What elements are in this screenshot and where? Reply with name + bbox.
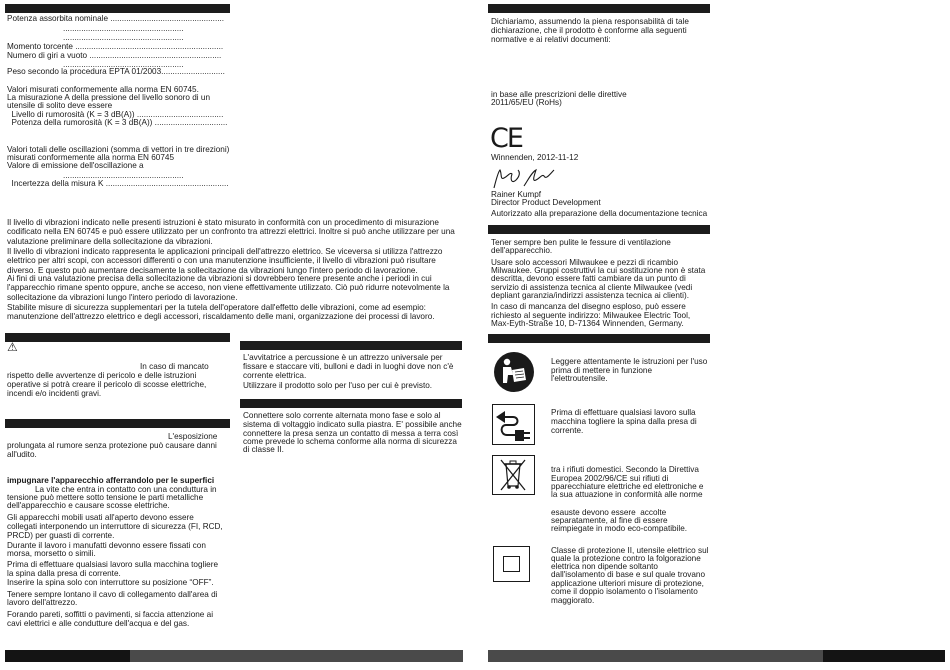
vibration-line: misurati conformemente alla norma EN 60745 <box>7 153 175 162</box>
vibration-paragraph-3: Ai fini di una valutazione precisa della sollecitazione da vibrazioni si dovrebbero tenere presente anche i periodi in cui l'apparecchio rimane spento oppure, anche se acceso, non viene effettivamente utilizzato. Ciò può ridurre notevolmente la sollecitazione da vibrazioni lungo l'intero periodo di lavorazione. <box>7 274 450 302</box>
maintenance-line: Max-Eyth-Straße 10, D-71364 Winnenden, Germany. <box>491 319 684 328</box>
footer-bar-right <box>823 650 945 662</box>
footer-bar-right-gray <box>488 650 823 662</box>
maintenance-line: servizio di assistenza tecnica al cliente Milwaukee (vedi <box>491 283 693 292</box>
symbol-class2-line: applicazione ulteriori misure di protezione, <box>551 579 704 588</box>
class-ii-inner-square-icon <box>503 556 520 572</box>
connect-line: Connettere solo corrente alternata mono fase e solo al <box>243 411 441 420</box>
read-manual-icon <box>493 351 535 393</box>
grip-warning-bold: impugnare l'apparecchio afferrandolo per le superfici <box>7 476 215 485</box>
spec-line: Numero di giri a vuoto .......................................................... <box>7 51 222 60</box>
symbol-weee-line: la sua attuazione in conformità alle norme <box>551 490 703 499</box>
rule-line: Prima di effettuare qualsiasi lavoro sulla macchina togliere <box>7 560 219 569</box>
rule-line: Durante il lavoro i manufatti devonno essere fissati con <box>7 541 206 550</box>
symbol-class2-line: elettrica non dipende soltanto <box>551 562 658 571</box>
authorized-text: Autorizzato alla preparazione della documentazione tecnica <box>491 209 708 218</box>
symbol-weee-line: pparecchiature elettriche ed elettroniche e <box>551 482 704 491</box>
section-bar-safety <box>5 419 230 428</box>
grip-line: tensione può mettere sotto tensione le parti metalliche <box>7 493 204 502</box>
symbol-plug-line: macchina togliere la spina dalla presa di <box>551 417 697 426</box>
noise-line: Potenza della rumorosità (K = 3 dB(A)) ................................ <box>7 118 228 127</box>
use-line: L'avvitatrice a percussione è un attrezzo universale per <box>243 353 443 362</box>
section-bar-declaration <box>488 4 710 13</box>
symbol-class2-line: maggiorato. <box>551 596 595 605</box>
noise-line: La misurazione A della pressione del livello sonoro di un <box>7 93 210 102</box>
warning-line: rispetto delle avvertenze di pericolo e delle istruzioni <box>7 371 197 380</box>
footer-bar-left <box>5 650 130 662</box>
noise-line: Valori misurati conformemente alla norma EN 60745. <box>7 85 199 94</box>
maintenance-line: Tener sempre ben pulite le fessure di ventilazione <box>491 238 671 247</box>
rule-line: la spina dalla presa di corrente. <box>7 569 121 578</box>
maintenance-line: In caso di mancanza del disegno esploso, può essere <box>491 302 686 311</box>
spec-line: Momento torcente ................................................................. <box>7 42 224 51</box>
symbol-weee-line: Europea 2002/96/CE sui rifiuti di <box>551 474 669 483</box>
section-bar-use <box>240 341 462 350</box>
directive-line: 2011/65/EU (RoHs) <box>491 98 562 107</box>
weee-bin-icon <box>493 456 533 493</box>
vibration-paragraph-2: Il livello di vibrazioni indicato rappresenta le applicazioni principali dell'attrezzo elettrico. Se viceversa si utilizza l'attrezzo elettrico per altri scopi, con accessori differenti o con una manutenzione insufficiente, il livello di vibrazioni può risultare diverso. E questo può aumentare decisamente la sollecitazione da vibrazioni lungo l'intero periodo di lavorazione. <box>7 247 443 275</box>
maintenance-line: Usare solo accessori Milwaukee e pezzi di ricambio <box>491 258 679 267</box>
warning-line: In caso di mancato <box>140 362 209 371</box>
section-bar-warning <box>5 333 230 342</box>
footer-bar-left-gray <box>130 650 463 662</box>
declaration-date: Winnenden, 2012-11-12 <box>491 153 579 162</box>
section-bar-maintenance <box>488 225 710 234</box>
spec-line: Peso secondo la procedura EPTA 01/2003............................ <box>7 67 225 76</box>
use-line: corrente elettrica. <box>243 371 307 380</box>
section-bar-symbols <box>488 334 710 343</box>
rule-line: cavi elettrici e alle condutture dell'acqua e del gas. <box>7 619 190 628</box>
unplug-icon <box>493 405 533 443</box>
declaration-line: dichiarazione, che il prodotto è conforme alla seguenti <box>491 26 687 35</box>
rule-line: lavoro dell'attrezzo. <box>7 598 78 607</box>
vibration-line: Valore di emissione dell'oscillazione a <box>7 161 144 170</box>
rule-line: Gli apparecchi mobili usati all'aperto devono essere <box>7 513 194 522</box>
maintenance-line: Milwaukee. Gruppi costruttivi la cui sostituzione non è stata <box>491 266 706 275</box>
signer-name: Rainer Kumpf <box>491 190 542 199</box>
symbol-plug-line: corrente. <box>551 426 584 435</box>
section-bar-connection <box>240 399 462 408</box>
connect-line: come prevede lo schema conforme alla norma di sicurezza <box>243 437 457 446</box>
rule-line: Forando pareti, soffitti o pavimenti, si faccia attenzione ai <box>7 610 214 619</box>
connect-line: connettere la presa senza un contatto di messa a terra così <box>243 429 459 438</box>
noise-line: utensile di solito deve essere <box>7 101 113 110</box>
safety-line: all'udito. <box>7 450 37 459</box>
symbol-read-line: l'elettroutensile. <box>551 374 608 383</box>
declaration-line: normative e ai relativi documenti: <box>491 35 611 44</box>
symbol-read-line: prima di mettere in funzione <box>551 366 653 375</box>
maintenance-line: depliant garanzia/indirizzi assistenza tecnica ai clienti). <box>491 291 689 300</box>
vibration-line: Incertezza della misura K ...................................................... <box>7 179 229 188</box>
maintenance-line: richiesto al seguente indirizzo: Milwaukee Electric Tool, <box>491 311 691 320</box>
signature-icon <box>490 166 562 192</box>
use-line: Utilizzare il prodotto solo per l'uso per cui è previsto. <box>243 381 433 390</box>
warning-line: operative si potrà creare il pericolo di scosse elettriche, <box>7 380 207 389</box>
rule-line: Inserire la spina solo con interruttore su posizione “OFF”. <box>7 578 214 587</box>
symbol-plug-line: Prima di effettuare qualsiasi lavoro sulla <box>551 408 696 417</box>
vibration-paragraph-1: Il livello di vibrazioni indicato nelle presenti istruzioni è stato misurato in conformità con un procedimento di misurazione codificato nella EN 60745 e può essere utilizzato per un confronto tra attrezzi elettrici. Inoltre si può anche utilizzare per una valutazione preliminare della sollecitazione da vibrazioni. <box>7 218 455 246</box>
symbol-read-line: Leggere attentamente le istruzioni per l'uso <box>551 357 708 366</box>
spec-line: ..................................................... <box>63 24 184 33</box>
vibration-line: ..................................................... <box>63 171 184 180</box>
symbol-class2-line: come il doppio isolamento o l'isolamento <box>551 587 698 596</box>
declaration-line: Dichiariamo, assumendo la piena responsabilità di tale <box>491 17 689 26</box>
noise-line: Livello di rumorosità (K = 3 dB(A)) ...................................... <box>7 110 224 119</box>
symbol-class2-line: Classe di protezione II, utensile elettrico sul <box>551 546 709 555</box>
rule-line: Tenere sempre lontano il cavo di collegamento dall'area di <box>7 590 218 599</box>
connect-line: di classe II. <box>243 445 284 454</box>
symbol-weee-line: tra i rifiuti domestici. Secondo la Direttiva <box>551 465 699 474</box>
rule-line: morsa, morsetto o simili. <box>7 549 96 558</box>
grip-line: dell'apparecchio e causare scosse elettriche. <box>7 501 170 510</box>
spec-line: Potenza assorbita nominale .................................................. <box>7 14 225 23</box>
spec-line: ..................................................... <box>63 60 184 69</box>
use-line: fissare e staccare viti, bulloni e dadi in luoghi dove non c'è <box>243 362 454 371</box>
grip-line: La vite che entra in contatto con una conduttura in <box>35 485 217 494</box>
symbol-class2-line: dall'isolamento di base e sul quale trovano <box>551 570 706 579</box>
symbol-class2-line: quale la protezione contro la folgorazione <box>551 554 701 563</box>
maintenance-line: dell'apparecchio. <box>491 246 553 255</box>
ce-mark-icon: CE <box>490 123 522 154</box>
safety-line: L'esposizione <box>168 432 218 441</box>
maintenance-line: descritta, devono essere fatti cambiare da un punto di <box>491 274 686 283</box>
signer-title: Director Product Development <box>491 198 601 207</box>
directive-line: in base alle prescrizioni delle direttive <box>491 90 627 99</box>
vibration-line: Valori totali delle oscillazioni (somma di vettori in tre direzioni) <box>7 145 230 154</box>
symbol-weee-line: esauste devono essere accolte <box>551 508 667 517</box>
symbol-weee-line: separatamente, al fine di essere <box>551 516 668 525</box>
vibration-paragraph-4: Stabilite misure di sicurezza supplementari per la tutela dell'operatore dall'effetto delle vibrazioni, come ad esempio: manutenzione dell'attrezzo elettrico e degli accessori, riscaldamento delle mani, organizzazione dei processi di lavoro. <box>7 303 435 322</box>
rule-line: PRCD) per guasti di corrente. <box>7 531 115 540</box>
symbol-weee-line: reimpiegate in modo eco-compatibile. <box>551 524 688 533</box>
warning-icon: ⚠ <box>7 340 18 354</box>
connect-line: sistema di voltaggio indicato sulla piastra. E' possibile anche <box>243 420 462 429</box>
warning-line: incendi e/o incidenti gravi. <box>7 389 102 398</box>
spec-line: ..................................................... <box>63 33 184 42</box>
safety-line: prolungata al rumore senza protezione può causare danni <box>7 441 217 450</box>
section-bar-technical-data <box>5 4 230 13</box>
rule-line: collegati interponendo un interruttore di sicurezza (FI, RCD, <box>7 522 223 531</box>
